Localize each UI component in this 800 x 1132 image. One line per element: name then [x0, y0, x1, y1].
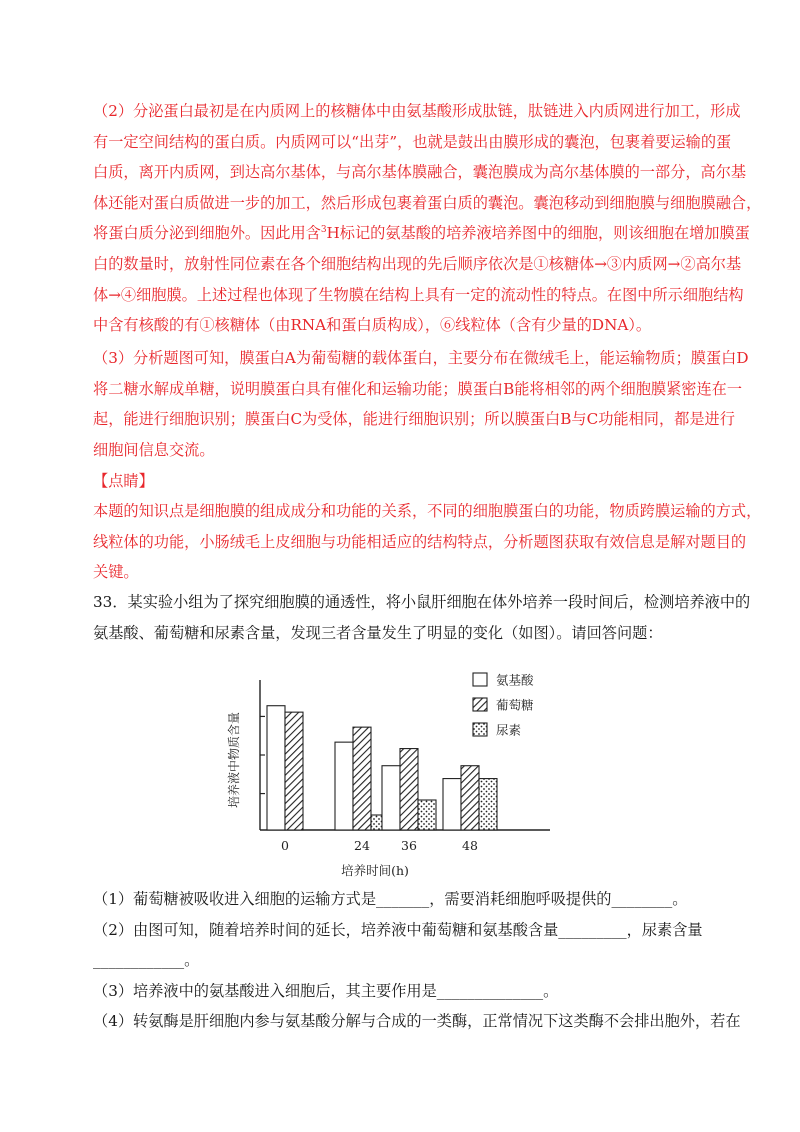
analysis-part-3 — [93, 343, 749, 465]
bar — [461, 766, 479, 830]
question-3: （3）培养液中的氨基酸进入细胞后，其主要作用是______________。 — [93, 981, 559, 1000]
question-1: （1）葡萄糖被吸收进入细胞的运输方式是_______，需要消耗细胞呼吸提供的________。 — [93, 890, 688, 908]
text-line: 33．某实验小组为了探究细胞膜的通透性，将小鼠肝细胞在体外培养一段时间后，检测培养液中的 — [93, 593, 751, 611]
legend-swatch — [473, 673, 487, 686]
text-line: 关键。 — [93, 563, 139, 582]
text-line: （3）分析题图可知，膜蛋白A为葡萄糖的载体蛋白，主要分布在微绒毛上，能运输物质；膜蛋白D — [93, 349, 749, 367]
x-tick-label: 36 — [401, 838, 417, 853]
legend-label: 氨基酸 — [496, 672, 534, 688]
text-line: 起，能进行细胞识别；膜蛋白C为受体，能进行细胞识别；所以膜蛋白B与C功能相同，都是进行 — [93, 410, 735, 429]
legend-swatch — [473, 723, 487, 736]
x-tick-label: 24 — [354, 838, 370, 853]
y-axis-label: 培养液中物质含量 — [227, 711, 241, 809]
questions-list — [93, 884, 741, 1037]
question-4: （4）转氨酶是肝细胞内参与氨基酸分解与合成的一类酶，正常情况下这类酶不会排出胞外，若在 — [93, 1012, 741, 1031]
text-line: 将二糖水解成单糖，说明膜蛋白具有催化和运输功能；膜蛋白B能将相邻的两个细胞膜紧密连在一 — [93, 379, 743, 398]
bar — [335, 742, 353, 830]
question-2: （2）由图可知，随着培养时间的延长，培养液中葡萄糖和氨基酸含量_________，尿素含量 — [93, 920, 703, 939]
analysis-part-2 — [93, 96, 762, 341]
section-heading: 【点睛】 — [93, 472, 154, 490]
dianjing-heading — [93, 466, 713, 497]
x-axis-label: 培养时间(h) — [341, 863, 409, 878]
text-line: 有一定空间结构的蛋白质。内质网可以“出芽”，也就是鼓出由膜形成的囊泡，包裹着要运输的蛋 — [93, 132, 732, 151]
text-line: 氨基酸、葡萄糖和尿素含量，发现三者含量发生了明显的变化（如图）。请回答问题： — [93, 623, 663, 642]
x-tick-label: 48 — [462, 838, 478, 853]
bar — [267, 706, 285, 830]
text-line: 线粒体的功能，小肠绒毛上皮细胞与功能相适应的结构特点，分析题图获取有效信息是解对题目的 — [93, 532, 747, 551]
bar — [443, 779, 461, 830]
summary-paragraph — [93, 496, 762, 588]
text-line: 体→④细胞膜。上述过程也体现了生物膜在结构上具有一定的流动性的特点。在图中所示细胞结构 — [93, 285, 744, 304]
legend-label: 葡萄糖 — [496, 697, 534, 713]
chart-legend — [473, 673, 534, 738]
bar — [418, 800, 436, 830]
bar — [382, 766, 400, 830]
text-line: 中含有核酸的有①核糖体（由RNA和蛋白质构成），⑥线粒体（含有少量的DNA）。 — [93, 316, 652, 335]
text-fragment: H标记的氨基酸的培养液培养图中的细胞，则该细胞在增加膜蛋 — [326, 224, 750, 243]
isotope-superscript: 3 — [320, 225, 327, 236]
text-line: 本题的知识点是细胞膜的组成成分和功能的关系，不同的细胞膜蛋白的功能，物质跨膜运输的方式， — [93, 502, 762, 520]
chart-ticks — [281, 838, 478, 853]
legend-swatch — [473, 698, 487, 711]
text-line — [93, 218, 750, 249]
text-line: 细胞间信息交流。 — [93, 440, 215, 459]
text-line: 白质，离开内质网，到达高尔基体，与高尔基体膜融合，囊泡膜成为高尔基体膜的一部分，高尔基 — [93, 163, 747, 182]
question-33-stem — [93, 587, 751, 648]
question-2-continued: ____________。 — [93, 951, 200, 970]
bar — [285, 712, 303, 830]
legend-label: 尿素 — [496, 722, 522, 738]
text-fragment: 将蛋白质分泌到细胞外。因此用含 — [93, 224, 321, 243]
chart-bars — [267, 706, 497, 830]
x-tick-label: 0 — [281, 838, 289, 853]
text-line: 白的数量时，放射性同位素在各个细胞结构出现的先后顺序依次是①核糖体→③内质网→②高尔基 — [93, 254, 742, 273]
text-line: 体还能对蛋白质做进一步的加工，然后形成包裹着蛋白质的囊泡。囊泡移动到细胞膜与细胞膜融合， — [93, 193, 762, 212]
text-line: （2）分泌蛋白最初是在内质网上的核糖体中由氨基酸形成肽链，肽链进入内质网进行加工，形成 — [93, 102, 741, 120]
bar — [353, 727, 371, 830]
bar — [479, 779, 497, 830]
bar-chart — [225, 665, 565, 880]
bar — [400, 749, 418, 830]
